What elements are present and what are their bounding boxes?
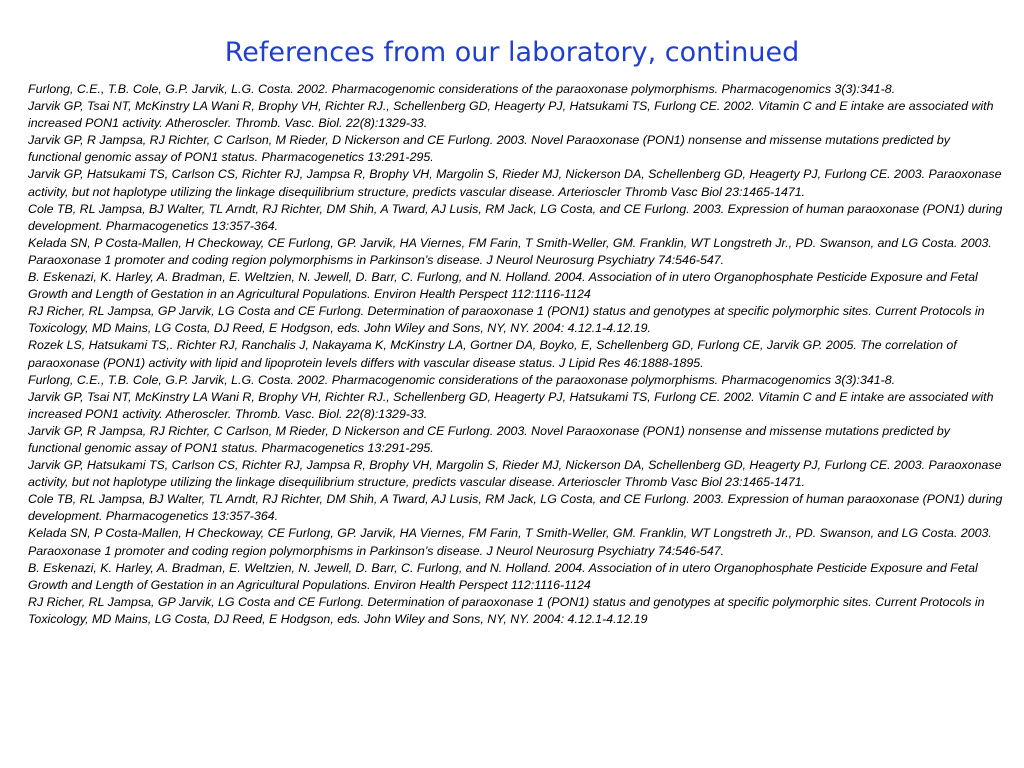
- reference-item: RJ Richer, RL Jampsa, GP Jarvik, LG Costa and CE Furlong. Determination of paraoxonase 1 (PON1) status and genotypes at specific polymorphic sites. Current Protocols in Toxicology, MD Mains, LG Costa, DJ Reed, E Hodgson, eds. John Wiley and Sons, NY, NY. 2004: 4.12.1-4.12.19.: [28, 304, 985, 336]
- reference-item: Kelada SN, P Costa-Mallen, H Checkoway, CE Furlong, GP. Jarvik, HA Viernes, FM Farin, T Smith-Weller, GM. Franklin, WT Longstreth Jr., PD. Swanson, and LG Costa. 2003. Paraoxonase 1 promoter and coding region polymorphisms in Parkinson’s disease. J Neurol Neurosurg Psychiatry 74:546-547.: [28, 235, 992, 267]
- reference-item: Jarvik GP, R Jampsa, RJ Richter, C Carlson, M Rieder, D Nickerson and CE Furlong. 2003. Novel Paraoxonase (PON1) nonsense and missense mutations predicted by functional genomic assay of PON1 status. Pharmacogenetics 13:291-295.: [28, 423, 950, 455]
- reference-item: Jarvik GP, Hatsukami TS, Carlson CS, Richter RJ, Jampsa R, Brophy VH, Margolin S, Rieder MJ, Nickerson DA, Schellenberg GD, Heagerty PJ, Furlong CE. 2003. Paraoxonase activity, but not haplotype utilizing the linkage disequilibrium structure, predicts vascular disease. Arterioscler Thromb Vasc Biol 23:1465-1471.: [28, 167, 1002, 199]
- reference-item: B. Eskenazi, K. Harley, A. Bradman, E. Weltzien, N. Jewell, D. Barr, C. Furlong, and N. Holland. 2004. Association of in utero Organophosphate Pesticide Exposure and Fetal Growth and Length of Gestation in an Agricultural Populations. Environ Health Perspect 112:1116-1124: [28, 270, 978, 302]
- reference-item: Kelada SN, P Costa-Mallen, H Checkoway, CE Furlong, GP. Jarvik, HA Viernes, FM Farin, T Smith-Weller, GM. Franklin, WT Longstreth Jr., PD. Swanson, and LG Costa. 2003. Paraoxonase 1 promoter and coding region polymorphisms in Parkinson’s disease. J Neurol Neurosurg Psychiatry 74:546-547.: [28, 526, 992, 558]
- slide-title: References from our laboratory, continued: [224, 37, 800, 68]
- reference-item: Jarvik GP, Tsai NT, McKinstry LA Wani R, Brophy VH, Richter RJ., Schellenberg GD, Heagerty PJ, Hatsukami TS, Furlong CE. 2002. Vitamin C and E intake are associated with increased PON1 activity. Atheroscler. Thromb. Vasc. Biol. 22(8):1329-33.: [28, 99, 994, 131]
- reference-item: Cole TB, RL Jampsa, BJ Walter, TL Arndt, RJ Richter, DM Shih, A Tward, AJ Lusis, RM Jack, LG Costa, and CE Furlong. 2003. Expression of human paraoxonase (PON1) during development. Pharmacogenetics 13:357-364.: [28, 492, 1003, 524]
- reference-item: Cole TB, RL Jampsa, BJ Walter, TL Arndt, RJ Richter, DM Shih, A Tward, AJ Lusis, RM Jack, LG Costa, and CE Furlong. 2003. Expression of human paraoxonase (PON1) during development. Pharmacogenetics 13:357-364.: [28, 201, 1003, 233]
- reference-item: Jarvik GP, R Jampsa, RJ Richter, C Carlson, M Rieder, D Nickerson and CE Furlong. 2003. Novel Paraoxonase (PON1) nonsense and missense mutations predicted by functional genomic assay of PON1 status. Pharmacogenetics 13:291-295.: [28, 133, 950, 165]
- reference-item: Rozek LS, Hatsukami TS,. Richter RJ, Ranchalis J, Nakayama K, McKinstry LA, Gortner DA, Boyko, E, Schellenberg GD, Furlong CE, Jarvik GP. 2005. The correlation of paraoxonase (PON1) activity with lipid and lipoprotein levels differs with vascular disease status. J Lipid Res 46:1888-1895.: [28, 338, 957, 370]
- reference-item: B. Eskenazi, K. Harley, A. Bradman, E. Weltzien, N. Jewell, D. Barr, C. Furlong, and N. Holland. 2004. Association of in utero Organophosphate Pesticide Exposure and Fetal Growth and Length of Gestation in an Agricultural Populations. Environ Health Perspect 112:1116-1124: [28, 560, 978, 592]
- reference-item: Furlong, C.E., T.B. Cole, G.P. Jarvik, L.G. Costa. 2002. Pharmacogenomic considerations of the paraoxonase polymorphisms. Pharmacogenomics 3(3):341-8.: [28, 372, 896, 387]
- reference-item: Jarvik GP, Tsai NT, McKinstry LA Wani R, Brophy VH, Richter RJ., Schellenberg GD, Heagerty PJ, Hatsukami TS, Furlong CE. 2002. Vitamin C and E intake are associated with increased PON1 activity. Atheroscler. Thromb. Vasc. Biol. 22(8):1329-33.: [28, 389, 994, 421]
- reference-item: Jarvik GP, Hatsukami TS, Carlson CS, Richter RJ, Jampsa R, Brophy VH, Margolin S, Rieder MJ, Nickerson DA, Schellenberg GD, Heagerty PJ, Furlong CE. 2003. Paraoxonase activity, but not haplotype utilizing the linkage disequilibrium structure, predicts vascular disease. Arterioscler Thromb Vasc Biol 23:1465-1471.: [28, 458, 1002, 490]
- reference-item: RJ Richer, RL Jampsa, GP Jarvik, LG Costa and CE Furlong. Determination of paraoxonase 1 (PON1) status and genotypes at specific polymorphic sites. Current Protocols in Toxicology, MD Mains, LG Costa, DJ Reed, E Hodgson, eds. John Wiley and Sons, NY, NY. 2004: 4.12.1-4.12.19: [28, 594, 985, 626]
- reference-list: [28, 81, 1004, 628]
- reference-item: Furlong, C.E., T.B. Cole, G.P. Jarvik, L.G. Costa. 2002. Pharmacogenomic considerations of the paraoxonase polymorphisms. Pharmacogenomics 3(3):341-8.: [28, 82, 896, 96]
